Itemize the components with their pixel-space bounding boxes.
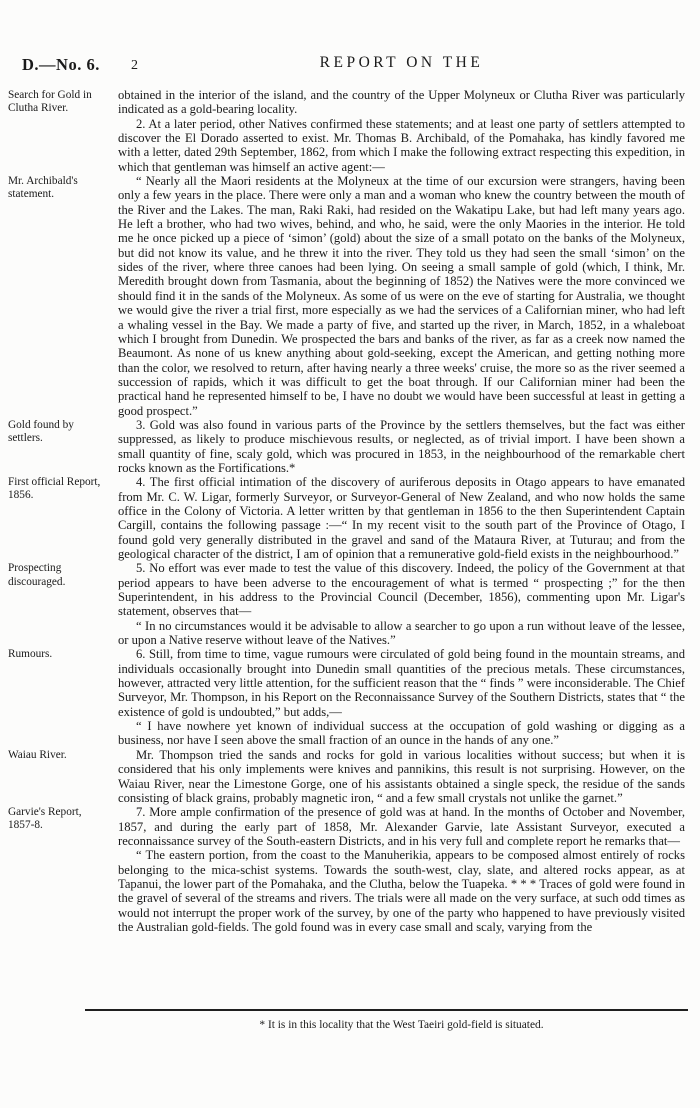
paragraph-text: 2. At a later period, other Natives confirmed these statements; and at least one party of settlers attempted to discover the El Dorado asserted to exist. Mr. Thomas B. Archibald, of the Pomahaka, has kindly favored me with a letter, dated 29th September, 1862, from which I make the following extract respecting this expedition, in which that gentleman was himself an active agent:— [118,116,685,174]
body-column [8,88,685,1006]
paragraph-text: “ The eastern portion, from the coast to the Manuherikia, appears to be composed almost entirely of rocks belonging to the mica-schist systems. Towards the south-west, clay, slate, and altered rocks appear, as at Tapanui, the lower part of the Pomahaka, and the Clutha, below the Tuapeka. * * * Traces of gold were found in the gravel of several of the streams and rivers. The trials were all made on the very surface, at such odd times as would not interrupt the proper work of the survey, by one of the party who happened to have previously visited the Australian gold-fields. The gold found was in every case small and scaly, varying from the [118,848,685,934]
document-reference: D.—No. 6. [22,55,100,74]
paragraph-text: “ Nearly all the Maori residents at the Molyneux at the time of our excursion were strangers, having been only a few years in the place. There were only a man and a woman who knew the country between the mouth of the River and the Lakes. The man, Raki Raki, had resided on the Wakatipu Lake, but had left many years ago. He left a brother, who had two wives, behind, and who, he said, were the only Maories in the interior. He told me he once picked up a piece of ‘simon’ (gold) about the size of a small potato on the banks of the Molyneux, but did not know its value, and he threw it into the river. They told us they had seen the small ‘simon’ on the sides of the river, where three canoes had been lying. On seeing a small sample of gold (which, I think, Mr. Meredith brought down from Tasmania, about the beginning of 1852) the Natives were the more convinced we should find it in the sands of the Molyneux. As some of us were on the eve of starting for Australia, we thought we would give the river a trial first, more especially as we had the services of a Californian miner, who had left a whaling vessel in the Bay. We made a party of five, and started up the river, in March, 1852, in a whaleboat which I brought from Dunedin. We prospected the bars and banks of the river, as far as a creek now named the Beaumont. As none of us knew anything about gold-seeking, except the American, and getting nothing more than the color, we resolved to return, after having nearly a three weeks' cruise, the more so as the river seemed a succession of rapids, which it was difficult to get the boat through. If our Californian miner had been the practical hand he represented himself to be, I have no doubt we would have been successful at least in getting a good prospect.” [118,174,685,418]
paragraph [118,719,685,748]
paragraph-text: 4. The first official intimation of the discovery of auriferous deposits in Otago appears to have emanated from Mr. C. W. Ligar, formerly Surveyor, or Surveyor-General of New Zealand, and who now holds the same office in the Colony of Victoria. A letter written by that gentleman in 1856 to the then Superintendent Captain Cargill, contains the following passage :—“ In my recent visit to the south part of the Province of Otago, I found gold very generally distributed in the gravel and sand of the Mataura River, at Tuturau; and from the geological character of the district, I am of opinion that a remunerative gold-field exists in the neighbourhood.” [118,475,685,561]
paragraph-text: “ I have nowhere yet known of individual success at the occupation of gold washing or digging as a business, nor have I seen above the small fraction of an ounce in the hands of any one.” [118,719,685,748]
paragraph [118,848,685,934]
paragraph-text: 3. Gold was also found in various parts of the Province by the settlers themselves, but the fact was either suppressed, as likely to produce mischievous results, or neglected, as of trivial import. I have been shown a small quantity of fine, scaly gold, which was procured in 1853, in the neighbourhood of the remarkable chert rocks known as the Fortifications.* [118,417,685,475]
margin-note: Garvie's Report, 1857-8. [8,806,82,832]
paragraph-text: 6. Still, from time to time, vague rumours were circulated of gold being found in the mountain streams, and individuals occasionally brought into Dunedin small quantities of the precious metals. These circumstances, however, attracted very little attention, for the sufficient reason that the “ finds ” were inconsiderable. The Chief Surveyor, Mr. Thompson, in his Report on the Reconnaissance Survey of the Southern Districts, states that “ the existence of gold is undoubted,” but adds,— [118,647,685,719]
paragraph-text: 7. More ample confirmation of the presence of gold was at hand. In the months of October and November, 1857, and during the early part of 1858, Mr. Alexander Garvie, late Assistant Surveyor, executed a reconnaissance survey of the South-eastern Districts, and in his very full and complete report he remarks that— [118,805,685,848]
footnote-divider [85,1009,688,1011]
paragraph [8,88,685,117]
margin-note: First official Report, 1856. [8,476,101,502]
margin-note: Gold found by settlers. [8,418,74,445]
paragraph [8,561,685,619]
margin-note: Search for Gold in Clutha River. [8,89,92,115]
paragraph-text: “ In no circumstances would it be advisable to allow a searcher to go upon a run without leave of the lessee, or upon a Native reserve without leave of the Natives.” [118,618,685,648]
paragraph-text: 5. No effort was ever made to test the value of this discovery. Indeed, the policy of the Government at that period appears to have been adverse to the encouragement of what is termed “ prospecting ;” for the then Superintendent, in his address to the Provincial Council (December, 1856), commenting upon Mr. Ligar's statement, observes that— [118,561,685,619]
paragraph [118,619,685,648]
paragraph [118,117,685,174]
margin-note: Mr. Archibald's statement. [8,175,78,201]
paragraph [8,647,685,719]
margin-note: Prospecting discouraged. [8,562,66,588]
footnote: * It is in this locality that the West Taeiri gold-field is situated. [259,1019,544,1031]
paragraph [8,805,685,848]
paragraph-text: obtained in the interior of the island, and the country of the Upper Molyneux or Clutha River was particularly indicated as a gold-bearing locality. [118,88,685,117]
paragraph [8,174,685,418]
page-number: 2 [131,58,138,73]
paragraph-text: Mr. Thompson tried the sands and rocks for gold in various localities without success; but when it is considered that his only implements were knives and pannikins, this result is not surprising. However, on the Waiau River, near the Limestone Gorge, one of his assistants obtained a single speck, the residue of the sands consisting of black grains, probably magnetic iron, “ and a few small crystals not unlike the garnet.” [118,747,685,805]
running-title: REPORT ON THE [319,54,484,71]
paragraph [8,475,685,561]
margin-note: Rumours. [8,648,53,661]
paragraph [8,417,685,475]
paragraph [8,747,685,805]
margin-note: Waiau River. [8,748,67,761]
